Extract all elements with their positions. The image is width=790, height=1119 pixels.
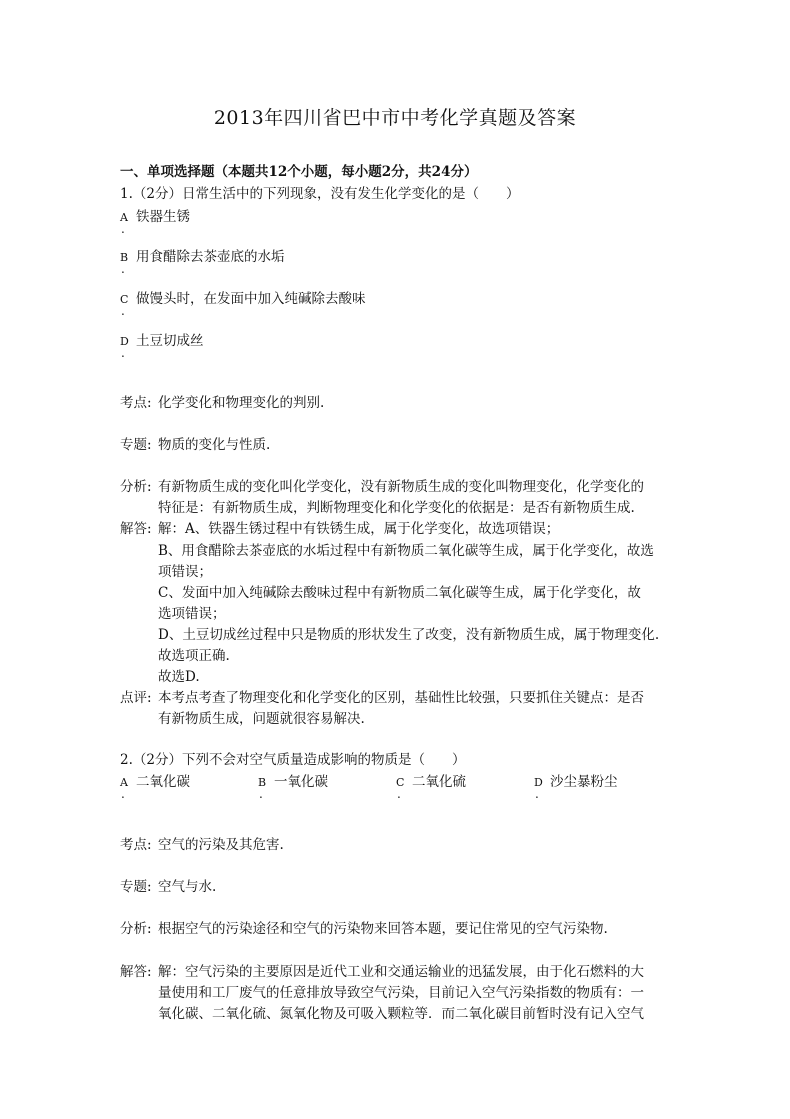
q1-option-c-text: 做馒头时，在发面中加入纯碱除去酸味 [136,291,366,307]
q1-option-b [120,245,285,265]
q1-option-a-letter: A [120,211,128,224]
q1-option-d [120,329,204,349]
q2-kaodian-text: 空气的污染及其危害. [158,837,284,853]
q1-jieda-line-6: D、土豆切成丝过程中只是物质的形状发生了改变，没有新物质生成，属于物理变化. [158,627,660,643]
q2-option-d [534,770,618,790]
q2-fenxi-text: 根据空气的污染途径和空气的污染物来回答本题，要记住常见的空气污染物. [158,921,608,937]
q1-zhuanti-label: 专题: [120,437,152,453]
q2-kaodian-label: 考点: [120,837,152,853]
q2-jieda-label: 解答: [120,964,152,980]
q1-jieda-line-1: 解：A、铁器生锈过程中有铁锈生成，属于化学变化，故选项错误； [158,521,560,537]
q1-option-c-letter: C [120,293,129,306]
q1-option-d-dot: . [121,346,125,360]
document-title: 2013年四川省巴中市中考化学真题及答案 [213,107,577,129]
q1-dianping-line-2: 有新物质生成，问题就很容易解决. [158,711,365,727]
q2-option-d-text: 沙尘暴粉尘 [550,774,618,790]
q2-option-b-text: 一氧化碳 [274,774,328,790]
q2-option-c-letter: C [396,776,405,789]
q1-option-b-text: 用食醋除去茶壶底的水垢 [136,249,285,265]
q1-jieda-line-4: C、发面中加入纯碱除去酸味过程中有新物质二氧化碳等生成，属于化学变化，故 [158,585,641,601]
q2-option-a-dot: . [121,787,125,801]
q2-option-a-text: 二氧化碳 [136,774,190,790]
q1-kaodian-text: 化学变化和物理变化的判别. [158,395,325,411]
q2-fenxi-label: 分析: [120,921,152,937]
question-1-stem: 1.（2分）日常生活中的下列现象，没有发生化学变化的是（ ） [120,186,520,202]
q2-option-b-dot: . [259,787,263,801]
q1-jieda-line-3: 项错误； [158,564,212,580]
q1-jieda-line-7: 故选项正确. [158,648,230,664]
q2-option-d-letter: D [534,776,543,789]
q2-option-b [258,770,328,790]
q1-dianping-label: 点评: [120,690,152,706]
q1-option-b-dot: . [121,262,125,276]
q2-option-d-dot: . [535,787,539,801]
q1-jieda-line-8: 故选D. [158,669,200,685]
q1-option-a-text: 铁器生锈 [136,209,190,225]
q2-option-a-letter: A [120,776,128,789]
q1-option-a-dot: . [121,222,125,236]
q1-dianping-line-1: 本考点考查了物理变化和化学变化的区别，基础性比较强，只要抓住关键点：是否 [158,690,644,706]
q2-zhuanti-text: 空气与水. [158,879,217,895]
q1-jieda-label: 解答: [120,521,152,537]
q2-zhuanti-label: 专题: [120,879,152,895]
q2-option-c [396,770,466,790]
q2-option-b-letter: B [258,776,267,789]
q2-option-a [120,770,190,790]
q1-fenxi-line-2: 特征是：有新物质生成，判断物理变化和化学变化的依据是：是否有新物质生成. [158,500,635,516]
q1-zhuanti-text: 物质的变化与性质. [158,437,271,453]
q2-jieda-line-2: 量使用和工厂废气的任意排放导致空气污染，目前记入空气污染指数的物质有：一 [158,985,644,1001]
q1-fenxi-label: 分析: [120,479,152,495]
section-heading: 一、单项选择题（本题共12个小题，每小题2分，共24分） [120,164,478,180]
q2-option-c-text: 二氧化硫 [412,774,466,790]
q1-option-d-letter: D [120,335,129,348]
q1-kaodian-label: 考点: [120,395,152,411]
q1-option-b-letter: B [120,251,129,264]
question-2-stem: 2.（2分）下列不会对空气质量造成影响的物质是（ ） [120,752,466,768]
q2-option-c-dot: . [397,787,401,801]
q2-jieda-line-3: 氧化碳、二氧化硫、氮氧化物及可吸入颗粒等．而二氧化碳目前暂时没有记入空气 [158,1006,644,1022]
q2-jieda-line-1: 解：空气污染的主要原因是近代工业和交通运输业的迅猛发展，由于化石燃料的大 [158,964,644,980]
q1-jieda-line-2: B、用食醋除去茶壶底的水垢过程中有新物质二氧化碳等生成，属于化学变化，故选 [158,543,654,559]
q1-option-d-text: 土豆切成丝 [136,333,204,349]
q1-option-a [120,205,190,225]
q1-fenxi-line-1: 有新物质生成的变化叫化学变化，没有新物质生成的变化叫物理变化，化学变化的 [158,479,644,495]
q1-option-c [120,287,366,307]
q1-option-c-dot: . [121,304,125,318]
q1-jieda-line-5: 选项错误； [158,606,226,622]
